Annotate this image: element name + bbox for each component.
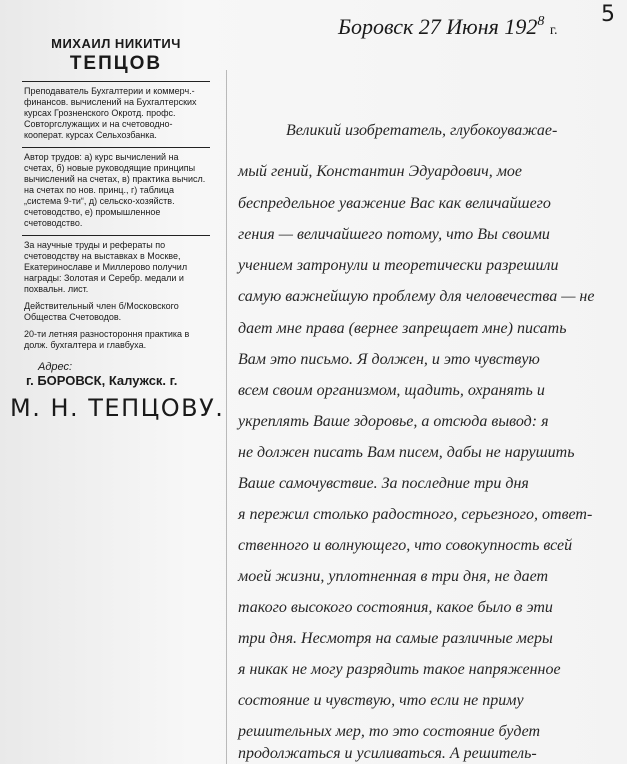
margin-line	[226, 70, 227, 764]
letter-line: Вам это письмо. Я должен, и это чувствую	[238, 351, 540, 368]
letterhead-divider	[22, 235, 210, 236]
letterhead-works: Автор трудов: а) курс вычислений на счетах, б) новые руководящие принципы вычислений на счетах, в) практика вычисл. на счетах по нов. принц., г) таблица „система 9-ти“, д) сельско-хозяйств. счетоводство, е) промышленное счетоводство.	[24, 152, 206, 228]
letter-line: самую важнейшую проблему для человечества — не	[238, 288, 595, 305]
address-label: Адрес:	[38, 361, 73, 373]
recipient-stamp: М. Н. ТЕПЦОВУ.	[10, 394, 225, 422]
letter-line: моей жизни, уплотненная в три дня, не дает	[238, 568, 549, 585]
letter-line: всем своим организмом, щадить, охранять и	[238, 382, 545, 399]
letter-line: состояние и чувствую, что если не приму	[238, 692, 524, 709]
letter-line: я никак не могу разрядить такое напряженное	[238, 661, 561, 678]
date-suffix: г.	[549, 23, 558, 38]
letterhead-awards: За научные труды и рефераты по счетоводству на выставках в Москве, Екатеринославе и Миллерово получил награды: Золотая и Серебр. медали и похвальн. лист.	[24, 240, 188, 294]
letter-line: гения — величайшего потому, что Вы своими	[238, 226, 550, 243]
letter-line: дает мне права (вернее запрещает мне) писать	[238, 320, 567, 337]
letterhead-divider	[22, 147, 210, 148]
letter-date	[338, 14, 558, 40]
letter-line: беспредельное уважение Вас как величайшего	[238, 195, 551, 212]
letter-line: укреплять Ваше здоровье, а отсюда вывод: я	[238, 413, 549, 430]
letterhead-membership: Действительный член б/Московского Общества Счетоводов.	[24, 301, 179, 322]
letter-line: три дня. Несмотря на самые различные меры	[238, 630, 553, 647]
date-text: Боровск 27 Июня 192	[338, 14, 538, 39]
letter-line: учением затронули и теоретически разрешили	[238, 257, 559, 274]
letterhead-position: Преподаватель Бухгалтерии и коммерч.-финансов. вычислений на Бухгалтерских курсах Грозненского Окротд. профс. Совторгслужащих и на счетоводно-кооперат. курсах Сельхозбанка.	[24, 86, 197, 140]
letter-line: продолжаться и усиливаться. А решитель-	[238, 745, 537, 762]
page-number: 5	[601, 2, 615, 27]
letter-line: не должен писать Вам писем, дабы не нарушить	[238, 444, 575, 461]
letter-line: Ваше самочувствие. За последние три дня	[238, 475, 529, 492]
letter-line: такого высокого состояния, какое было в эти	[238, 599, 553, 616]
letterhead-divider	[22, 81, 210, 82]
letterhead-first-names: МИХАИЛ НИКИТИЧ	[51, 36, 181, 51]
date-year-digit: 8	[537, 14, 545, 29]
letter-line: решительных мер, то это состояние будет	[238, 723, 541, 740]
letterhead-experience: 20-ти летняя разностороння практика в долж. бухгалтера и главбуха.	[24, 329, 190, 350]
letter-line: я пережил столько радостного, серьезного, ответ-	[238, 506, 593, 523]
letterhead-surname: ТЕПЦОВ	[69, 53, 163, 74]
letter-line: мый гений, Константин Эдуардович, мое	[238, 163, 523, 180]
letter-line: Великий изобретатель, глубокоуважае-	[286, 122, 558, 139]
letter-line: ственного и волнующего, что совокупность всей	[238, 537, 573, 554]
address: г. БОРОВСК, Калужск. г.	[26, 373, 178, 388]
letterhead	[10, 36, 225, 422]
